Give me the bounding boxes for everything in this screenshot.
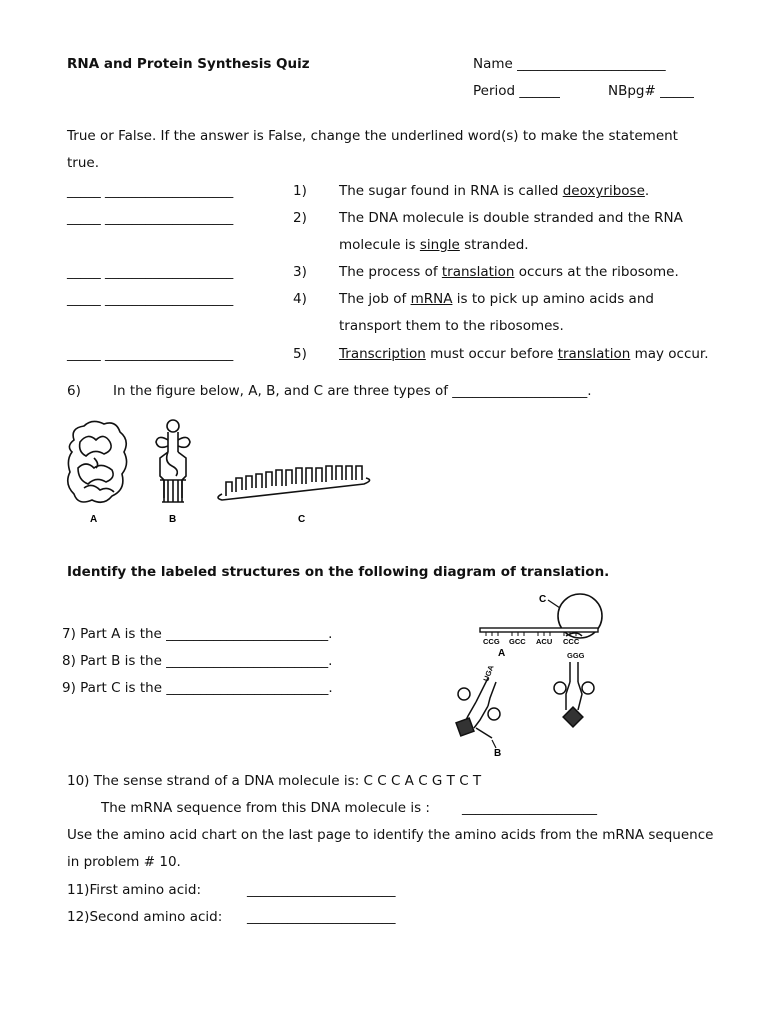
rrna-illustration: [68, 421, 127, 502]
codon: GCC: [509, 637, 526, 646]
name-field[interactable]: Name ______________________: [473, 56, 666, 72]
label-a: A: [498, 648, 506, 659]
question-4-text-cont: transport them to the ribosomes.: [339, 318, 564, 334]
mrna-sequence-blank[interactable]: ____________________: [462, 800, 597, 816]
question-4-text: The job of mRNA is to pick up amino acids and: [339, 291, 654, 307]
question-number: 2): [293, 210, 307, 226]
codon: CCG: [483, 637, 500, 646]
question-2-text: The DNA molecule is double stranded and the RNA: [339, 210, 683, 226]
question-5-text: Transcription must occur before translation may occur.: [339, 346, 709, 362]
question-10: 10) The sense strand of a DNA molecule is: C C C A C G T C T: [67, 773, 482, 789]
answer-blank[interactable]: _____ ___________________: [67, 346, 234, 362]
translation-diagram: [452, 590, 612, 760]
trna-left: [456, 663, 500, 738]
question-number: 3): [293, 264, 307, 280]
question-2-text-cont: molecule is single stranded.: [339, 237, 529, 253]
answer-blank[interactable]: _____ ___________________: [67, 210, 234, 226]
figure-label-a: A: [90, 514, 98, 525]
trna-right: [554, 633, 594, 727]
rna-types-figure: [64, 418, 380, 530]
figure-label-c: C: [298, 514, 306, 525]
question-3-text: The process of translation occurs at the ribosome.: [339, 264, 679, 280]
amino-acid-note-cont: in problem # 10.: [67, 854, 181, 870]
page-title: RNA and Protein Synthesis Quiz: [67, 56, 310, 72]
question-1-text: The sugar found in RNA is called deoxyribose.: [339, 183, 650, 199]
svg-text:UGA: UGA: [481, 663, 496, 683]
question-11-label: 11)First amino acid:: [67, 882, 201, 898]
answer-blank[interactable]: _____ ___________________: [67, 183, 234, 199]
figure-label-b: B: [169, 514, 177, 525]
question-11-blank[interactable]: ______________________: [247, 882, 396, 898]
nbpg-field[interactable]: NBpg# _____: [608, 83, 694, 99]
mrna-strand: [480, 628, 598, 632]
trna-illustration: [156, 420, 190, 502]
question-number: 4): [293, 291, 307, 307]
question-number: 5): [293, 346, 307, 362]
codon: CCC: [563, 637, 580, 646]
question-number: 1): [293, 183, 307, 199]
question-6-text: In the figure below, A, B, and C are three types of ____________________.: [113, 383, 592, 399]
answer-blank[interactable]: _____ ___________________: [67, 291, 234, 307]
question-8: 8) Part B is the ________________________.: [62, 653, 333, 669]
answer-blank[interactable]: _____ ___________________: [67, 264, 234, 280]
label-c: C: [539, 594, 547, 605]
tf-instructions: True or False. If the answer is False, change the underlined word(s) to make the statement: [67, 128, 678, 144]
mrna-sequence-label: The mRNA sequence from this DNA molecule is :: [101, 800, 430, 816]
mrna-illustration: [218, 466, 370, 500]
translation-heading: Identify the labeled structures on the following diagram of translation.: [67, 564, 610, 580]
amino-acid-note: Use the amino acid chart on the last page to identify the amino acids from the mRNA sequence: [67, 827, 714, 843]
question-12-blank[interactable]: ______________________: [247, 909, 396, 925]
question-7: 7) Part A is the ________________________.: [62, 626, 333, 642]
period-field[interactable]: Period ______: [473, 83, 560, 99]
label-b: B: [494, 748, 502, 759]
question-9: 9) Part C is the ________________________.: [62, 680, 333, 696]
question-12-label: 12)Second amino acid:: [67, 909, 223, 925]
codon: ACU: [536, 637, 553, 646]
tf-instructions-cont: true.: [67, 155, 99, 171]
question-number: 6): [67, 383, 81, 399]
svg-text:GGG: GGG: [567, 651, 585, 660]
